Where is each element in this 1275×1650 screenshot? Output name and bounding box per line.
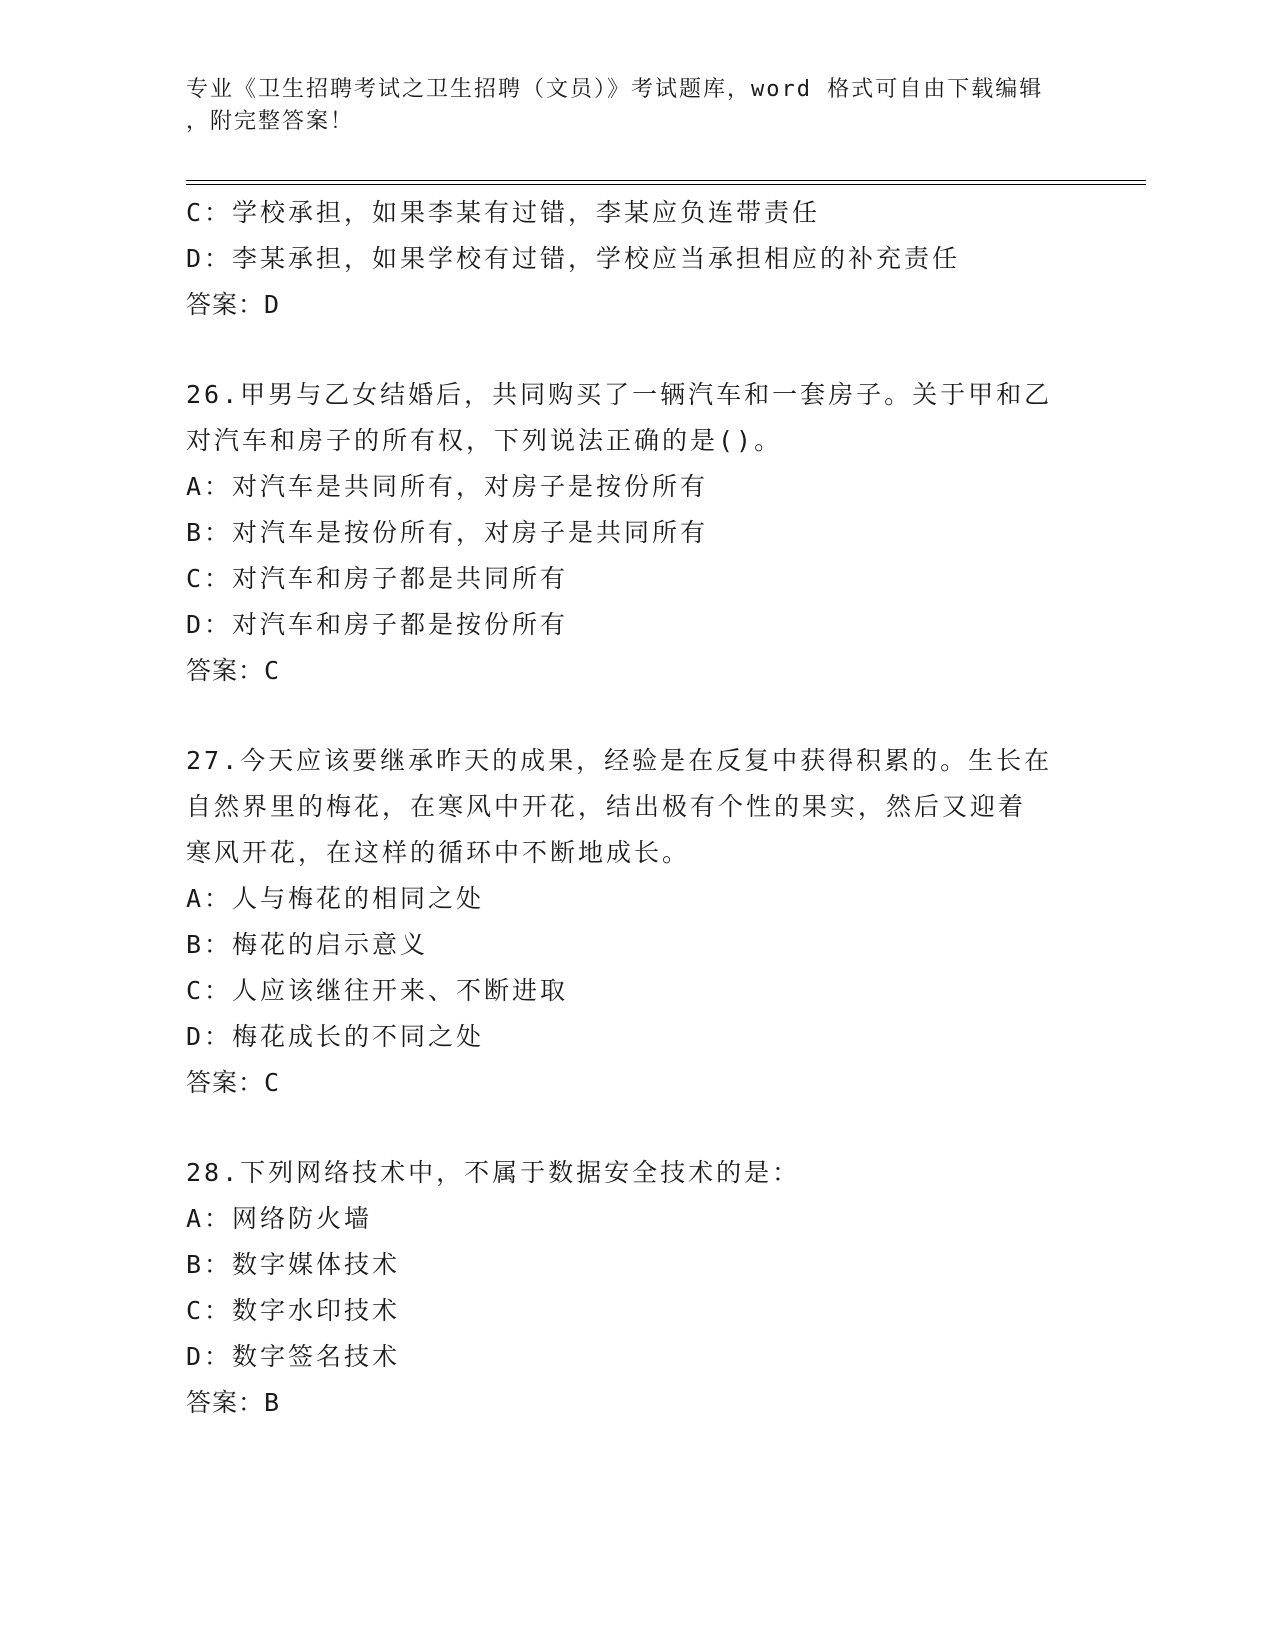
question-text-line: 28.下列网络技术中，不属于数据安全技术的是：: [186, 1158, 801, 1187]
option-d: D：梅花成长的不同之处: [186, 1022, 485, 1051]
document-body: [186, 190, 1086, 1426]
question-text: [186, 1150, 1086, 1196]
question-text-line: 自然界里的梅花，在寒风中开花，结出极有个性的果实，然后又迎着: [186, 792, 1027, 821]
option-b: B：对汽车是按份所有，对房子是共同所有: [186, 518, 709, 547]
option-a: A：网络防火墙: [186, 1204, 373, 1233]
answer-value: D: [264, 290, 281, 319]
option-c: C：人应该继往开来、不断进取: [186, 976, 569, 1005]
answer-value: B: [264, 1388, 281, 1417]
answer-label: 答案：: [186, 656, 265, 685]
answer-line: [186, 1380, 1086, 1426]
question-text: [186, 372, 1086, 464]
answer-line: [186, 1060, 1086, 1106]
option-c: C：数字水印技术: [186, 1296, 401, 1325]
option-a: A：人与梅花的相同之处: [186, 884, 485, 913]
answer-label: 答案：: [186, 1388, 265, 1417]
question-text-line: 寒风开花，在这样的循环中不断地成长。: [186, 838, 691, 867]
question-text-line: 26.甲男与乙女结婚后，共同购买了一辆汽车和一套房子。关于甲和乙: [186, 380, 1053, 409]
option-c: C：学校承担，如果李某有过错，李某应负连带责任: [186, 198, 821, 227]
question-27: [186, 738, 1086, 1106]
option-a: A：对汽车是共同所有，对房子是按份所有: [186, 472, 709, 501]
header-line-2: ，附完整答案！: [186, 109, 355, 134]
document-header: [186, 74, 1086, 138]
option-d: D：对汽车和房子都是按份所有: [186, 610, 569, 639]
header-rule-top: [186, 180, 1146, 181]
question-text-line: 对汽车和房子的所有权，下列说法正确的是()。: [186, 426, 783, 455]
question-text-line: 27.今天应该要继承昨天的成果，经验是在反复中获得积累的。生长在: [186, 746, 1053, 775]
header-line-1: 专业《卫生招聘考试之卫生招聘（文员）》考试题库，word 格式可自由下载编辑: [186, 77, 1044, 102]
option-d: D：数字签名技术: [186, 1342, 401, 1371]
question-text: [186, 738, 1086, 876]
answer-label: 答案：: [186, 290, 265, 319]
header-rule-bottom: [186, 184, 1146, 185]
option-b: B：数字媒体技术: [186, 1250, 401, 1279]
question-26: [186, 372, 1086, 694]
option-b: B：梅花的启示意义: [186, 930, 429, 959]
option-c: C：对汽车和房子都是共同所有: [186, 564, 569, 593]
answer-line: [186, 648, 1086, 694]
answer-line: [186, 282, 1086, 328]
answer-value: C: [264, 656, 281, 685]
option-d: D：李某承担，如果学校有过错，学校应当承担相应的补充责任: [186, 244, 961, 273]
answer-label: 答案：: [186, 1068, 265, 1097]
question-28: [186, 1150, 1086, 1426]
answer-value: C: [264, 1068, 281, 1097]
continued-question: [186, 190, 1086, 328]
